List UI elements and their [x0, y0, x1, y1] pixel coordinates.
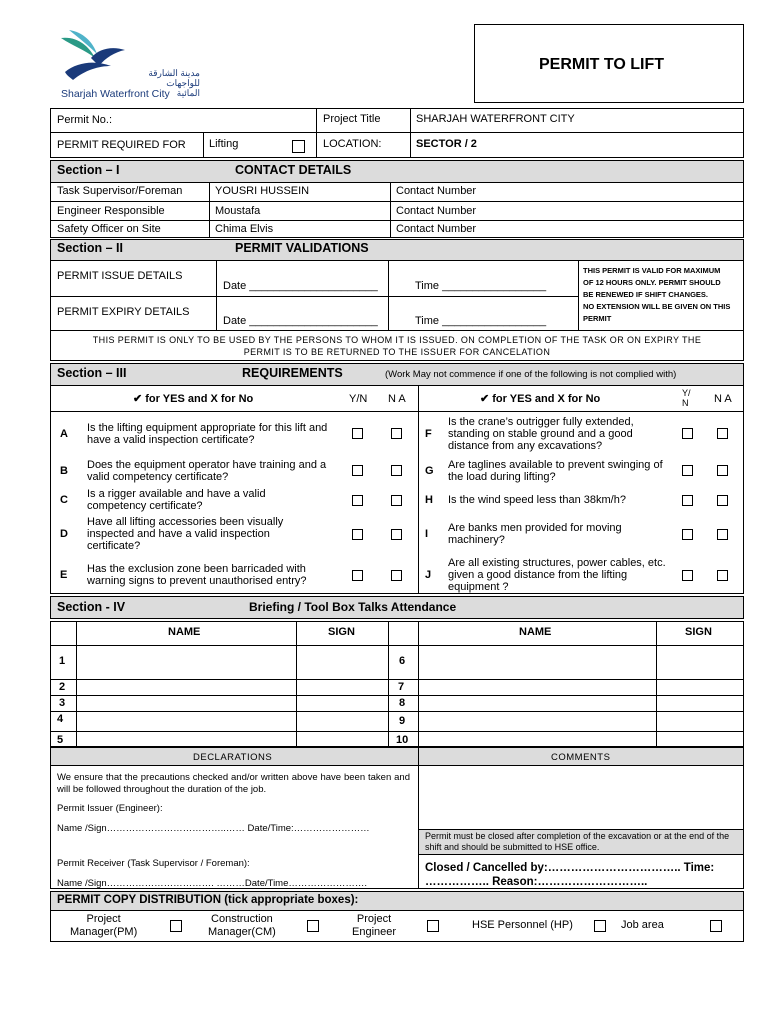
project-title-label: Project Title [323, 113, 381, 125]
contact-name: Moustafa [215, 205, 261, 217]
comments-header: COMMENTS [551, 752, 611, 763]
question-text: Is a rigger available and have a valid competency certificate? [87, 488, 266, 512]
closure-note: Permit must be closed after completion of the excavation or at the end of the shift and should be submitted to HSE office. [425, 831, 730, 852]
issue-time-field[interactable]: Time _________________ [415, 280, 547, 292]
section3-title: REQUIREMENTS [242, 366, 343, 380]
page-title: PERMIT TO LIFT [539, 56, 665, 73]
question-text: Are banks men provided for moving machinery? [448, 522, 622, 546]
na-checkbox[interactable] [717, 495, 728, 506]
na-header-left: N A [388, 393, 406, 405]
distribution-title: PERMIT COPY DISTRIBUTION (tick appropriate boxes): [57, 894, 359, 906]
yn-checkbox[interactable] [352, 570, 363, 581]
contact-role: Safety Officer on Site [57, 223, 161, 235]
project-title-value: SHARJAH WATERFRONT CITY [416, 113, 575, 125]
yn-checkbox[interactable] [682, 465, 693, 476]
question-id: A [60, 428, 68, 440]
permit-expiry-label: PERMIT EXPIRY DETAILS [57, 306, 190, 318]
validity-note: THIS PERMIT IS VALID FOR MAXIMUM OF 12 HOURS ONLY. PERMIT SHOULD BE RENEWED IF SHIFT CHANGES. NO EXTENSION WILL BE GIVEN ON THIS PERMIT [583, 266, 731, 323]
yn-header-left: Y/N [349, 393, 368, 405]
na-header-right: N A [714, 393, 732, 405]
na-checkbox[interactable] [717, 529, 728, 540]
row-number: 8 [399, 697, 406, 709]
lifting-checkbox[interactable] [292, 140, 305, 153]
na-checkbox[interactable] [717, 570, 728, 581]
row-number: 10 [396, 734, 409, 746]
yn-checkbox[interactable] [682, 570, 693, 581]
question-text: Are taglines available to prevent swinging of the load during lifting? [448, 459, 663, 483]
permit-issue-label: PERMIT ISSUE DETAILS [57, 270, 183, 282]
na-checkbox[interactable] [717, 465, 728, 476]
permit-no-label: Permit No.: [57, 114, 113, 126]
permit-receiver-label: Permit Receiver (Task Supervisor / Foreman): [57, 858, 250, 869]
yn-checkbox[interactable] [352, 465, 363, 476]
question-id: I [425, 528, 429, 540]
hse-label: HSE Personnel (HP) [472, 919, 573, 931]
job-area-checkbox[interactable] [710, 920, 722, 932]
contact-role: Engineer Responsible [57, 205, 165, 217]
contact-name: YOUSRI HUSSEIN [215, 185, 310, 197]
pe-label: Project Engineer [352, 913, 397, 938]
pm-checkbox[interactable] [170, 920, 182, 932]
section3-label: Section – III [57, 366, 127, 380]
expiry-date-field[interactable]: Date _____________________ [223, 315, 378, 327]
row-number: 9 [399, 715, 406, 727]
row-number: 1 [59, 655, 66, 667]
receiver-signature-field[interactable]: Name /Sign……………………………. ………Date/Time……………………. [57, 878, 368, 889]
hse-checkbox[interactable] [594, 920, 606, 932]
question-id: C [60, 494, 68, 506]
pm-label: Project Manager(PM) [70, 913, 138, 938]
contact-number-label: Contact Number [396, 223, 477, 235]
sign-header: SIGN [685, 626, 712, 638]
sign-header: SIGN [328, 626, 355, 638]
question-id: H [425, 494, 433, 506]
na-checkbox[interactable] [717, 428, 728, 439]
na-checkbox[interactable] [391, 495, 402, 506]
contact-number-label: Contact Number [396, 205, 477, 217]
yn-checkbox[interactable] [682, 428, 693, 439]
lifting-label: Lifting [209, 138, 239, 150]
row-number: 3 [59, 697, 66, 709]
logo-arabic-text: مدينة الشارقة للواجهات المائية [148, 68, 200, 98]
logo-text: Sharjah Waterfront City [61, 88, 170, 100]
section1-label: Section – I [57, 163, 120, 177]
yn-checkbox[interactable] [352, 428, 363, 439]
name-header: NAME [519, 626, 552, 638]
closed-by-field[interactable]: Closed / Cancelled by:…………………………….. Time: [425, 862, 715, 874]
contact-number-label: Contact Number [396, 185, 477, 197]
logo [55, 28, 205, 102]
section4-title: Briefing / Tool Box Talks Attendance [249, 600, 457, 614]
question-id: E [60, 569, 68, 581]
usage-note: THIS PERMIT IS ONLY TO BE USED BY THE PERSONS TO WHOM IT IS ISSUED. ON COMPLETION OF THE TASK OR ON EXPIRY THE PERMIT IS TO BE RETURNED TO THE ISSUER FOR CANCELATION [92, 335, 702, 357]
location-label: LOCATION: [323, 138, 382, 150]
question-id: F [425, 428, 432, 440]
question-id: J [425, 569, 432, 581]
contact-name: Chima Elvis [215, 223, 274, 235]
question-text: Are all existing structures, power cables, etc. given a good distance from the lifting equipment ? [448, 557, 666, 593]
permit-issuer-label: Permit Issuer (Engineer): [57, 803, 163, 814]
section1-title: CONTACT DETAILS [235, 163, 352, 177]
cm-label: Construction Manager(CM) [208, 913, 276, 938]
row-number: 7 [398, 681, 405, 693]
question-text: Is the lifting equipment appropriate for this lift and have a valid inspection certificate? [87, 422, 328, 446]
declaration-statement: We ensure that the precautions checked and/or written above have been taken and will be followed throughout the duration of the job. [57, 772, 410, 795]
yn-checkbox[interactable] [352, 529, 363, 540]
yn-header-right: Y/ N [682, 388, 691, 408]
pe-checkbox[interactable] [427, 920, 439, 932]
yn-checkbox[interactable] [682, 495, 693, 506]
question-id: D [60, 528, 68, 540]
declarations-header: DECLARATIONS [193, 752, 273, 763]
legend-left: ✔ for YES and X for No [133, 393, 254, 405]
row-number: 2 [59, 681, 66, 693]
attendance-table [50, 621, 744, 747]
reason-field[interactable]: …………….. Reason:……………………….. [425, 876, 648, 888]
permit-required-label: PERMIT REQUIRED FOR [57, 139, 186, 151]
contact-role: Task Supervisor/Foreman [57, 185, 183, 197]
job-area-label: Job area [621, 919, 664, 931]
question-id: B [60, 465, 68, 477]
question-id: G [425, 465, 434, 477]
section2-label: Section – II [57, 241, 123, 255]
name-header: NAME [168, 626, 201, 638]
row-number: 4 [57, 713, 64, 725]
issuer-signature-field[interactable]: Name /Sign………………………………..…… Date/Time:…………………… [57, 823, 370, 834]
logo-mark-icon [55, 28, 135, 86]
na-checkbox[interactable] [391, 428, 402, 439]
question-text: Is the crane’s outrigger fully extended, standing on stable ground and a good distance from any excavations? [448, 416, 634, 452]
expiry-time-field[interactable]: Time _________________ [415, 315, 547, 327]
location-value: SECTOR / 2 [416, 138, 477, 150]
question-text: Has the exclusion zone been barricaded with warning signs to prevent unauthorised entry? [87, 563, 307, 587]
cm-checkbox[interactable] [307, 920, 319, 932]
yn-checkbox[interactable] [352, 495, 363, 506]
section2-title: PERMIT VALIDATIONS [235, 241, 369, 255]
question-text: Does the equipment operator have training and a valid competency certificate? [87, 459, 327, 483]
na-checkbox[interactable] [391, 570, 402, 581]
section3-note: (Work May not commence if one of the following is not complied with) [385, 369, 677, 380]
legend-right: ✔ for YES and X for No [480, 393, 601, 405]
na-checkbox[interactable] [391, 465, 402, 476]
issue-date-field[interactable]: Date _____________________ [223, 280, 378, 292]
row-number: 5 [57, 734, 64, 746]
question-text: Is the wind speed less than 38km/h? [448, 494, 626, 506]
row-number: 6 [399, 655, 406, 667]
yn-checkbox[interactable] [682, 529, 693, 540]
na-checkbox[interactable] [391, 529, 402, 540]
question-text: Have all lifting accessories been visually inspected and have a valid inspection certificate? [87, 516, 284, 552]
section4-label: Section - IV [57, 600, 126, 614]
